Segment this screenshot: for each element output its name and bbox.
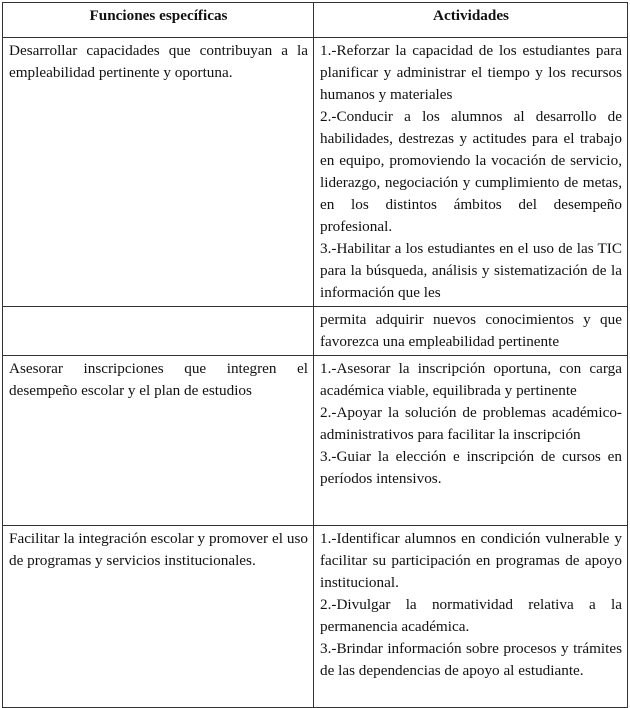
function-cell — [3, 38, 314, 307]
activity-item: 3.-Brindar información sobre procesos y trámites de las dependencias de apoyo al estudiante. — [320, 640, 622, 679]
function-cell — [3, 356, 314, 526]
activity-item: 3.-Habilitar a los estudiantes en el uso de las TIC para la búsqueda, análisis y sistematización de la información que les — [320, 240, 622, 301]
table-row — [3, 38, 628, 307]
activity-item: 2.-Apoyar la solución de problemas académico-administrativos para facilitar la inscripción — [320, 404, 622, 443]
activity-item: 3.-Guiar la elección e inscripción de cursos en períodos intensivos. — [320, 448, 622, 487]
function-text: Facilitar la integración escolar y promover el uso de programas y servicios institucionales. — [9, 530, 308, 569]
function-cell-empty — [3, 307, 314, 356]
activity-item: 2.-Conducir a los alumnos al desarrollo de habilidades, destrezas y actitudes para el trabajo en equipo, promoviendo la vocación de servicio, liderazgo, negociación y cumplimiento de metas, en los distintos ámbitos del desempeño profesional. — [320, 108, 622, 235]
table-header-row — [3, 3, 628, 38]
header-functions: Funciones específicas — [3, 3, 314, 38]
activity-item: permita adquirir nuevos conocimientos y que favorezca una empleabilidad pertinente — [320, 311, 622, 350]
activities-cell — [314, 526, 628, 708]
activity-item: 1.-Reforzar la capacidad de los estudiantes para planificar y administrar el tiempo y los recursos humanos y materiales — [320, 42, 622, 103]
table-row — [3, 356, 628, 526]
function-text: Desarrollar capacidades que contribuyan a la empleabilidad pertinente y oportuna. — [9, 42, 308, 81]
functions-activities-table — [2, 2, 628, 708]
activities-cell — [314, 307, 628, 356]
table-row — [3, 526, 628, 708]
activity-item: 2.-Divulgar la normatividad relativa a la permanencia académica. — [320, 596, 622, 635]
activity-item: 1.-Identificar alumnos en condición vulnerable y facilitar su participación en programas de apoyo institucional. — [320, 530, 622, 591]
activities-cell — [314, 356, 628, 526]
function-cell — [3, 526, 314, 708]
activities-cell — [314, 38, 628, 307]
table-row-continuation — [3, 307, 628, 356]
header-activities: Actividades — [314, 3, 628, 38]
activity-item: 1.-Asesorar la inscripción oportuna, con carga académica viable, equilibrada y pertinente — [320, 360, 622, 399]
function-text: Asesorar inscripciones que integren el desempeño escolar y el plan de estudios — [9, 360, 308, 399]
